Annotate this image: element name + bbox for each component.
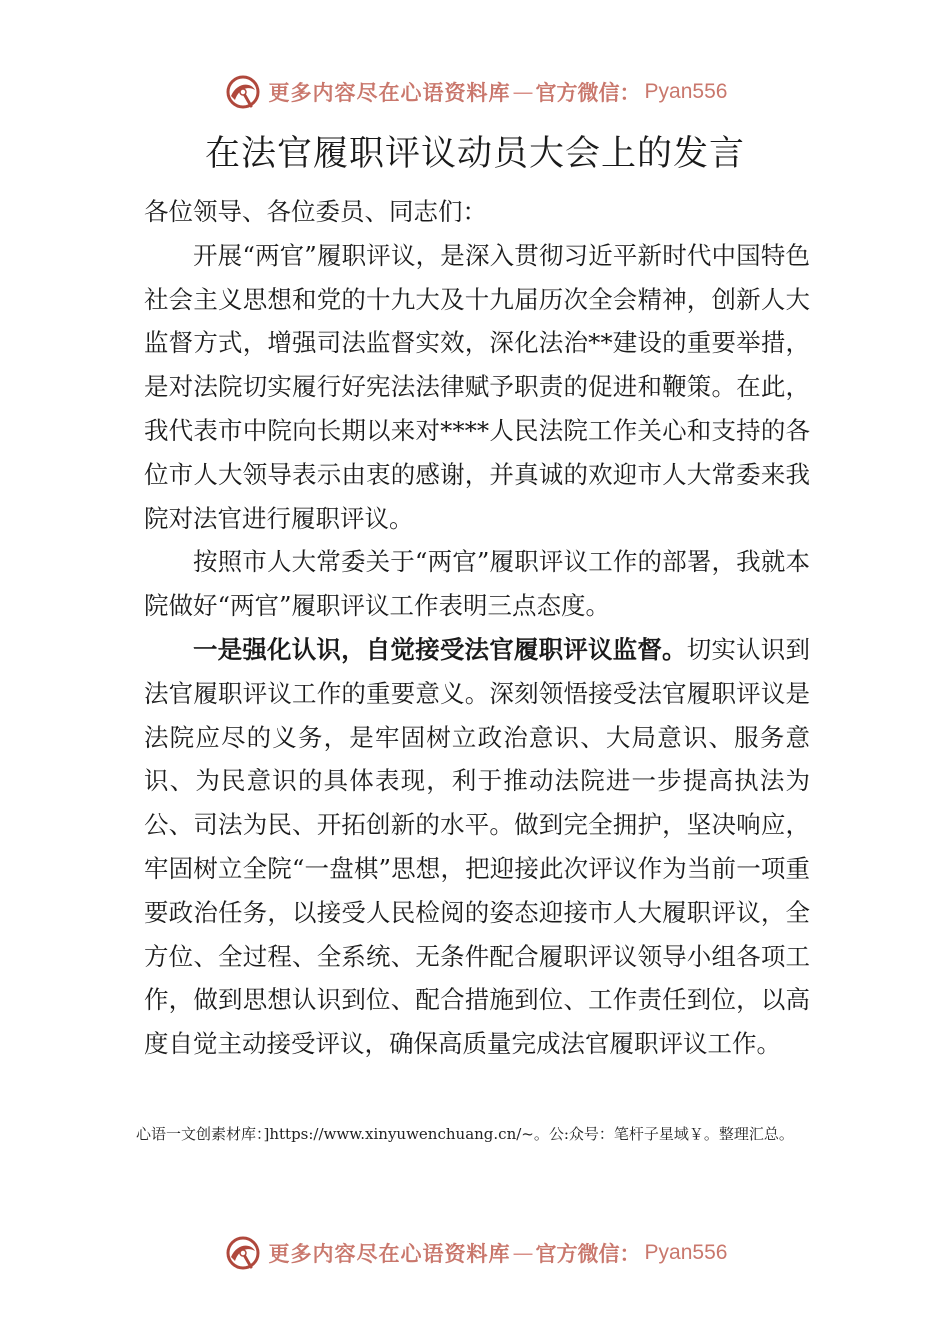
source-note: 心语一文创素材库：]https://www.xinyuwenchuang.cn/~。公:众号：笔杆子星域￥。整理汇总。 [136, 1125, 794, 1143]
document-title: 在法官履职评议动员大会上的发言 [204, 134, 745, 174]
banner-wechat-id: Pyan556 [644, 1241, 728, 1264]
banner-text: 更多内容尽在心语资料库 [268, 1242, 511, 1266]
paragraph-text: 按照市人大常委关于“两官”履职评议工作的部署，我就本院做好“两官”履职评议工作表明三点态度。 [144, 547, 810, 621]
header-banner [0, 70, 950, 114]
paragraph-text: 切实认识到法官履职评议工作的重要意义。深刻领悟接受法官履职评议是法院应尽的义务，是牢固树立政治意识、大局意识、服务意识、为民意识的具体表现，利于推动法院进一步提高执法为公、司法为民、开拓创新的水平。做到完全拥护，坚决响应，牢固树立全院“一盘棋”思想，把迎接此次评议作为当前一项重要政治任务，以接受人民检阅的姿态迎接市人大履职评议，全方位、全过程、全系统、无条件配合履职评议领导小组各项工作，做到思想认识到位、配合措施到位、工作责任到位，以高度自觉主动接受评议，确保高质量完成法官履职评议工作。 [144, 634, 810, 1059]
footer-banner [0, 1231, 950, 1275]
paragraph-1 [144, 234, 810, 541]
banner-wechat-label: 官方微信： [535, 81, 641, 105]
greeting: 各位领导、各位委员、同志们： [144, 197, 487, 226]
document-body [144, 190, 810, 1066]
paragraph-2 [144, 540, 810, 628]
banner-wechat-label: 官方微信： [535, 1242, 641, 1266]
banner-text: 更多内容尽在心语资料库 [268, 81, 511, 105]
logo-icon [223, 1233, 263, 1273]
banner-wechat-id: Pyan556 [644, 80, 728, 103]
logo-icon [223, 72, 263, 112]
paragraph-lead: 一是强化认识，自觉接受法官履职评议监督。 [193, 634, 687, 664]
banner-separator: — [512, 1241, 534, 1265]
paragraph-text: 开展“两官”履职评议，是深入贯彻习近平新时代中国特色社会主义思想和党的十九大及十九届历次全会精神，创新人大监督方式，增强司法监督实效，深化法治**建设的重要举措，是对法院切实履行好宪法法律赋予职责的促进和鞭策。在此，我代表市中院向长期以来对****人民法院工作关心和支持的各位市人大领导表示由衷的感谢，并真诚的欢迎市人大常委来我院对法官进行履职评议。 [144, 240, 810, 533]
banner-separator: — [512, 80, 534, 104]
paragraph-3 [144, 628, 810, 1066]
